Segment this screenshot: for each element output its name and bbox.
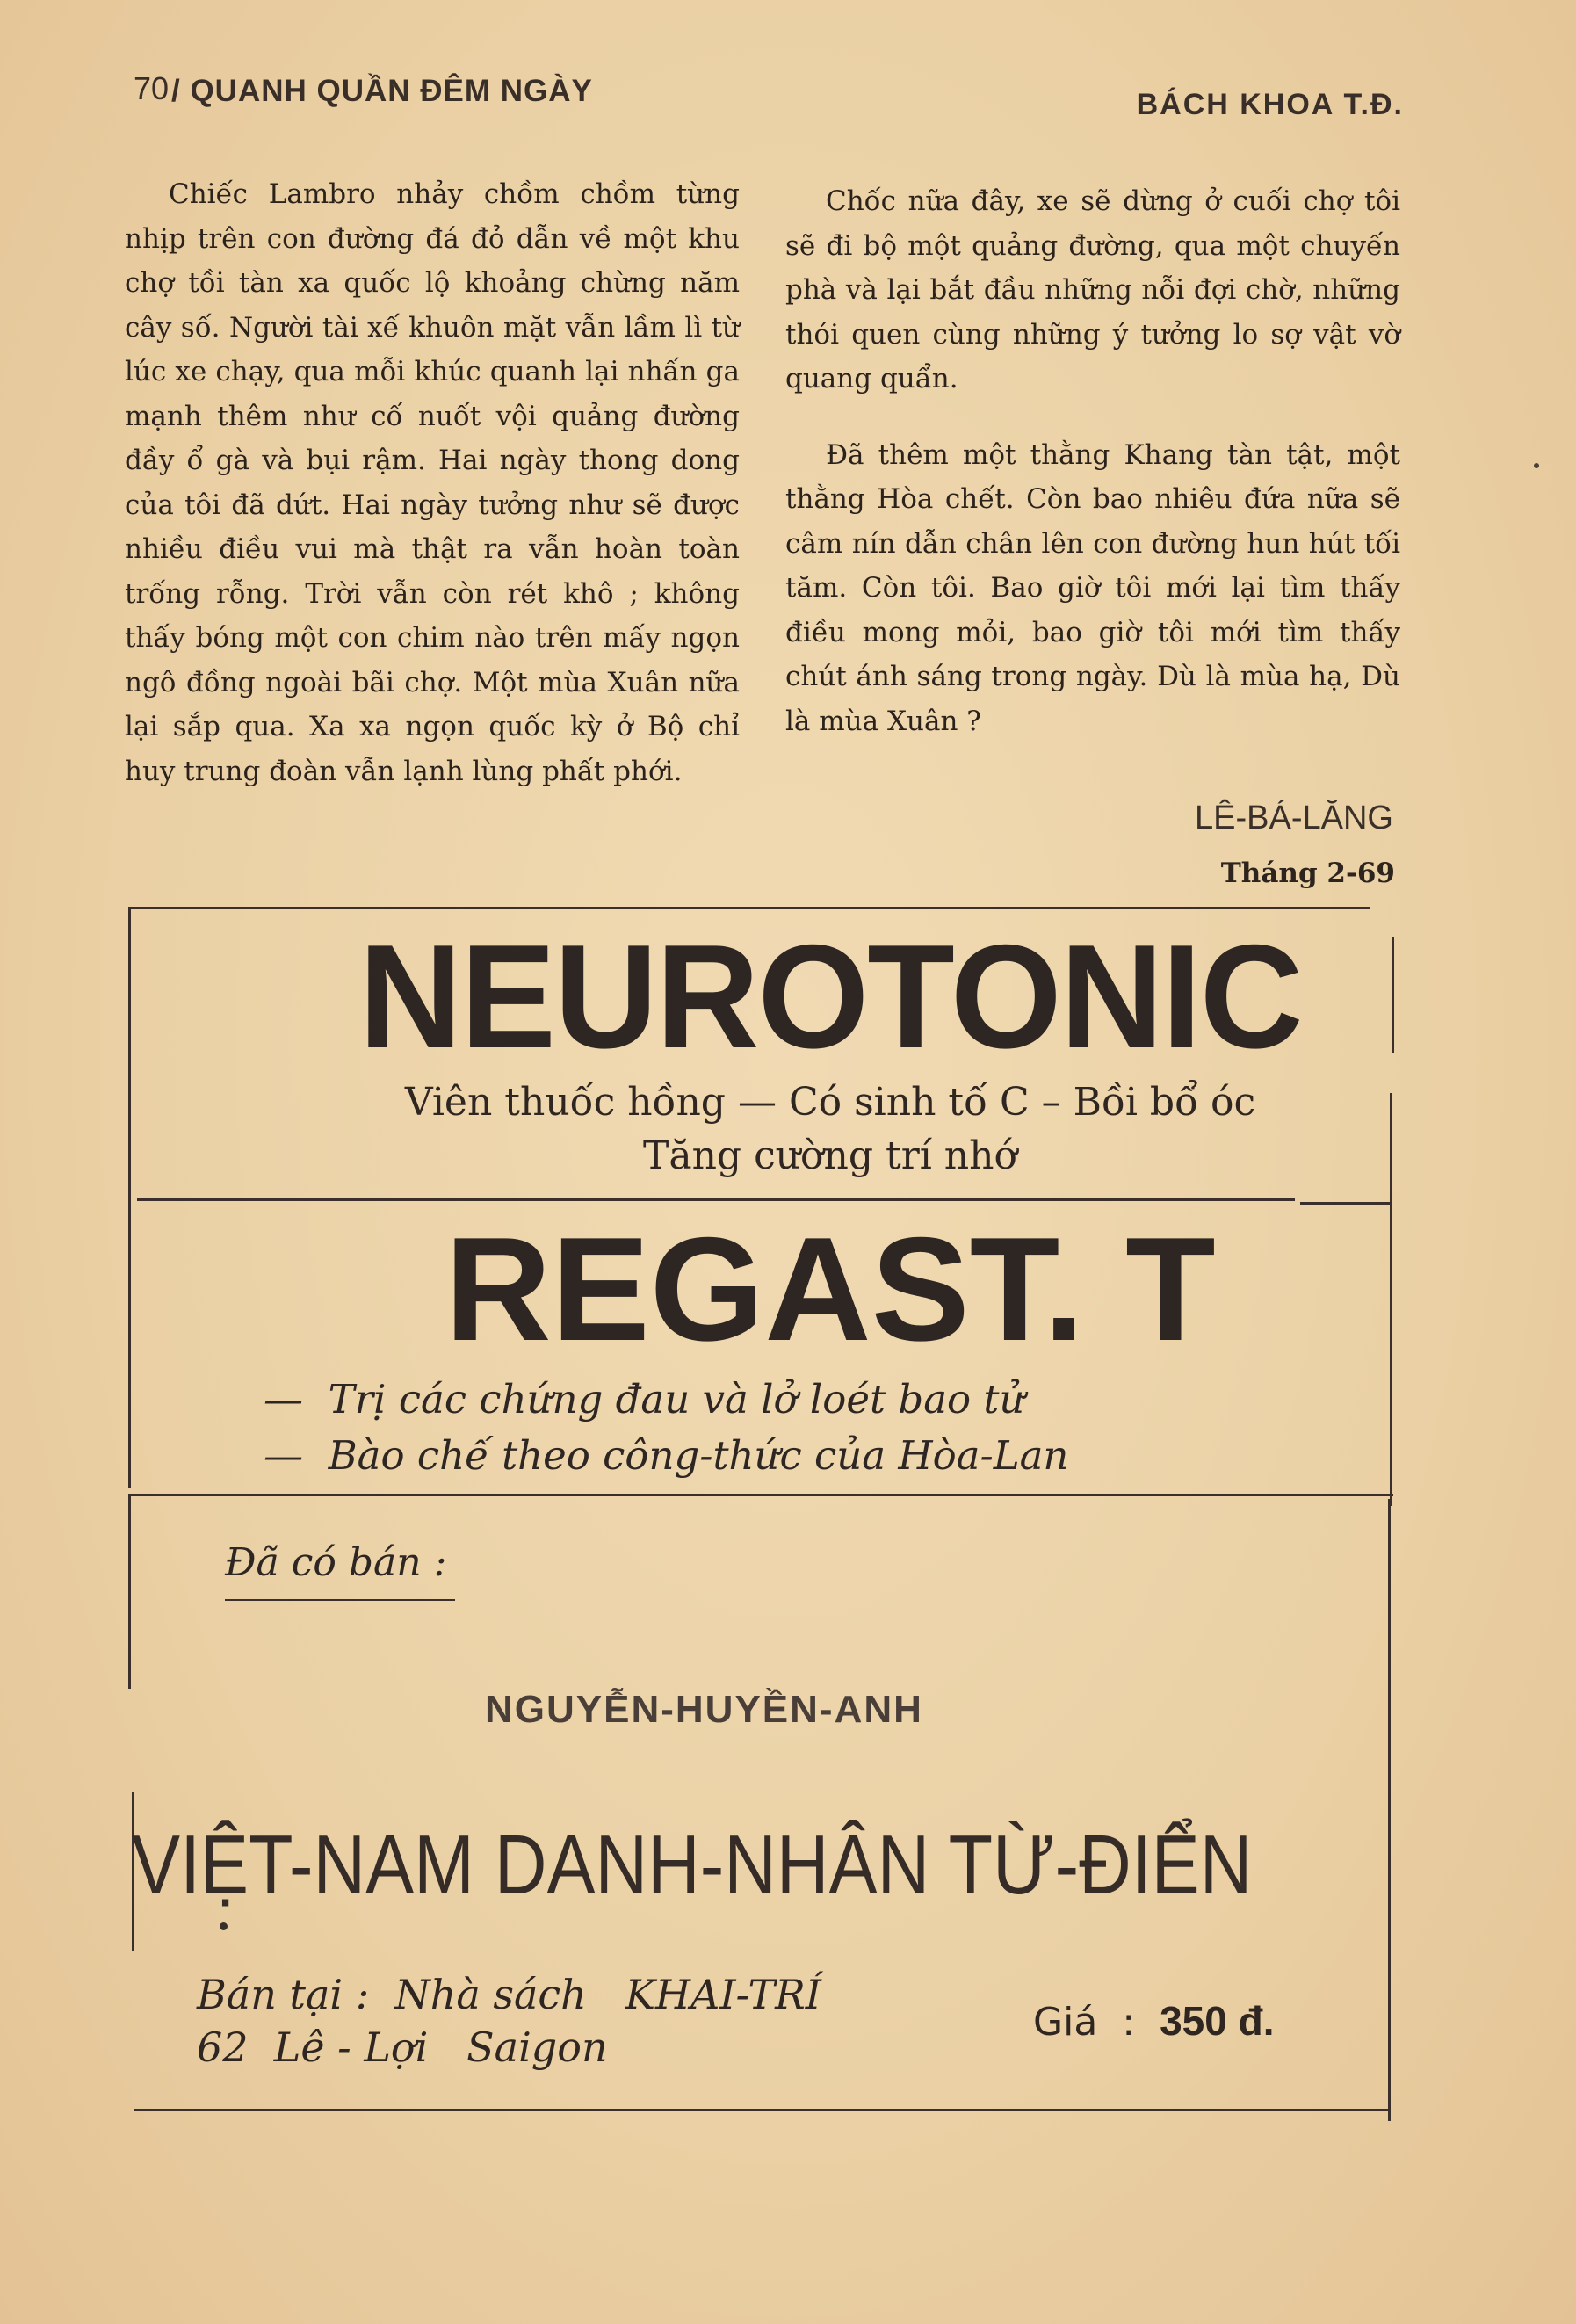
regast-title: REGAST. T <box>445 1206 1216 1372</box>
ad-divider-rule <box>128 1494 1393 1496</box>
ad-right-rule <box>1388 1499 1391 2121</box>
book-price <box>1033 1997 1274 2045</box>
story-right-column <box>785 179 1400 743</box>
running-title: / QUANH QUẦN ĐÊM NGÀY <box>171 74 593 108</box>
regast-item: — Bào chế theo công-thức của Hòa-Lan <box>264 1432 1069 1479</box>
price-value: 350 đ. <box>1160 1998 1275 2044</box>
ink-dot <box>220 1922 228 1930</box>
story-paragraph: Chiếc Lambro nhảy chồm chồm từng nhịp trên con đường đá đỏ dẫn về một khu chợ tồi tàn xa quốc lộ khoảng chừng năm cây số. Người tài xế khuôn mặt vẫn lầm lì từ lúc xe chạy, qua mỗi khúc quanh lại nhấn ga mạnh thêm như cố nuốt vội quảng đường đầy ổ gà và bụi rậm. Hai ngày thong dong của tôi đã dứt. Hai ngày tưởng như sẽ được nhiều điều vui mà thật ra vẫn hoàn toàn trống rỗng. Trời vẫn còn rét khô ; không thấy bóng một con chim nào trên mấy ngọn ngô đồng ngoài bãi chợ. Một mùa Xuân nữa lại sắp qua. Xa xa ngọn quốc kỳ ở Bộ chỉ huy trung đoàn vẫn lạnh lùng phất phới. <box>125 178 740 787</box>
book-available-label: Đã có bán : <box>225 1540 447 1585</box>
ad-divider-rule <box>137 1198 1295 1201</box>
book-title: VIỆT-NAM DANH-NHÂN TỪ-ĐIỂN <box>132 1818 1253 1912</box>
ad-left-rule <box>128 1494 131 1689</box>
book-author: NGUYỄN-HUYỀN-ANH <box>485 1688 923 1731</box>
price-label: Giá : <box>1033 2000 1160 2045</box>
neurotonic-description: Viên thuốc hồng — Có sinh tố C – Bồi bổ óc <box>404 1080 1256 1125</box>
magazine-title: BÁCH KHOA T.Đ. <box>1136 88 1404 121</box>
story-paragraph: Đã thêm một thằng Khang tàn tật, một thằng Hòa chết. Còn bao nhiêu đứa nữa sẽ câm nín dẫn chân lên con đường hun hút tối tăm. Còn tôi. Bao giờ tôi mới lại tìm thấy điều mong mỏi, bao giờ tôi mới tìm thấy chút ánh sáng trong ngày. Dù là mùa hạ, Dù là mùa Xuân ? <box>785 438 1400 737</box>
story-left-column <box>125 172 740 793</box>
ad-bottom-rule <box>134 2109 1388 2111</box>
story-paragraph: Chốc nữa đây, xe sẽ dừng ở cuối chợ tôi sẽ đi bộ một quảng đường, qua một chuyến phà và lại bắt đầu những nỗi đợi chờ, những thói quen cùng những ý tưởng lo sợ vật vờ quang quẩn. <box>785 185 1400 395</box>
book-sale-location: Bán tại : Nhà sách KHAI-TRÍ <box>197 1971 821 2018</box>
ad-top-rule <box>128 907 1370 909</box>
ad-divider-rule <box>1300 1202 1392 1205</box>
book-sale-address: 62 Lê - Lợi Saigon <box>197 2024 608 2071</box>
available-underline <box>225 1599 455 1601</box>
page-number: 70 <box>134 70 170 106</box>
neurotonic-tagline: Tăng cường trí nhớ <box>643 1133 1017 1178</box>
regast-item: — Trị các chứng đau và lở loét bao tử <box>264 1376 1025 1423</box>
paper-speck <box>1534 463 1539 468</box>
neurotonic-title: NEUROTONIC <box>358 914 1302 1079</box>
story-date: Tháng 2-69 <box>1220 858 1395 889</box>
ad-left-rule <box>128 907 131 1488</box>
story-author: LÊ-BÁ-LĂNG <box>1195 800 1393 836</box>
